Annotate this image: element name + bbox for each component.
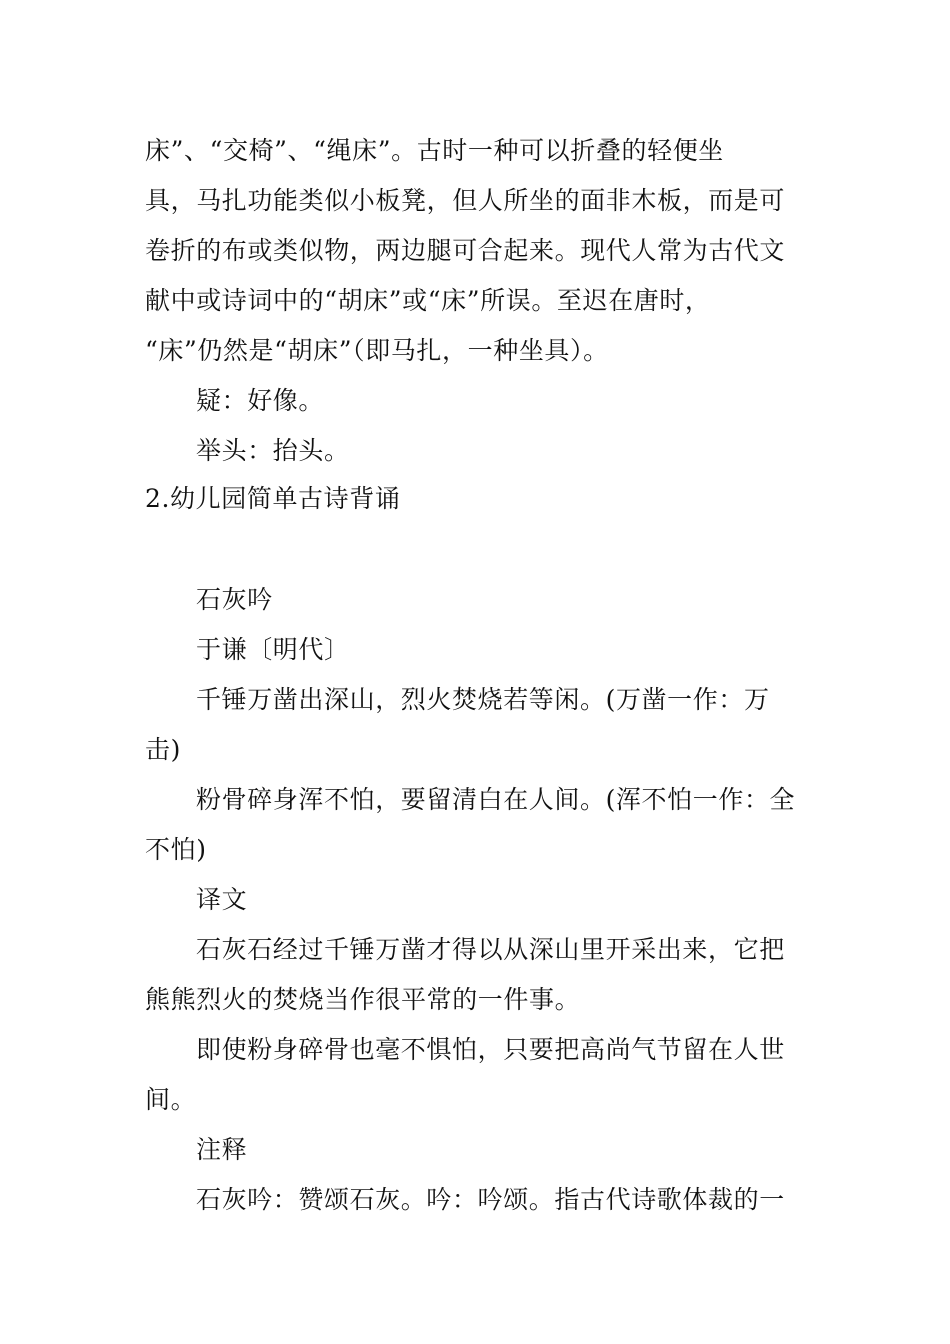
notes-heading: 注释 <box>196 1135 248 1164</box>
poem-line-continued: 击) <box>145 735 181 764</box>
notes-line: 石灰吟：赞颂石灰。吟：吟颂。指古代诗歌体裁的一 <box>196 1185 785 1214</box>
translation-line: 石灰石经过千锤万凿才得以从深山里开采出来，它把 <box>196 935 785 964</box>
poem-line-continued: 不怕) <box>145 835 207 864</box>
definition-line: 疑：好像。 <box>196 386 325 415</box>
translation-heading: 译文 <box>196 885 248 914</box>
poem-line: 千锤万凿出深山，烈火焚烧若等闲。(万凿一作：万 <box>196 685 770 714</box>
paragraph-line: 床”、“交椅”、“绳床”。古时一种可以折叠的轻便坐 <box>145 136 724 165</box>
poem-line: 粉骨碎身浑不怕，要留清白在人间。(浑不怕一作：全 <box>196 785 796 814</box>
section-heading: 2.幼儿园简单古诗背诵 <box>145 484 401 513</box>
definition-line: 举头：抬头。 <box>196 436 350 465</box>
paragraph-line: 卷折的布或类似物，两边腿可合起来。现代人常为古代文 <box>145 236 786 265</box>
translation-line: 即使粉身碎骨也毫不惧怕，只要把高尚气节留在人世 <box>196 1035 785 1064</box>
paragraph-line: 具，马扎功能类似小板凳，但人所坐的面非木板，而是可 <box>145 186 786 215</box>
translation-line-continued: 间。 <box>145 1085 197 1114</box>
poem-author: 于谦〔明代〕 <box>196 635 350 664</box>
poem-title: 石灰吟 <box>196 585 273 614</box>
translation-line-continued: 熊熊烈火的焚烧当作很平常的一件事。 <box>145 985 581 1014</box>
paragraph-line: 献中或诗词中的“胡床”或“床”所误。至迟在唐时， <box>145 286 711 315</box>
paragraph-line: “床”仍然是“胡床”（即马扎，一种坐具）。 <box>145 336 609 365</box>
